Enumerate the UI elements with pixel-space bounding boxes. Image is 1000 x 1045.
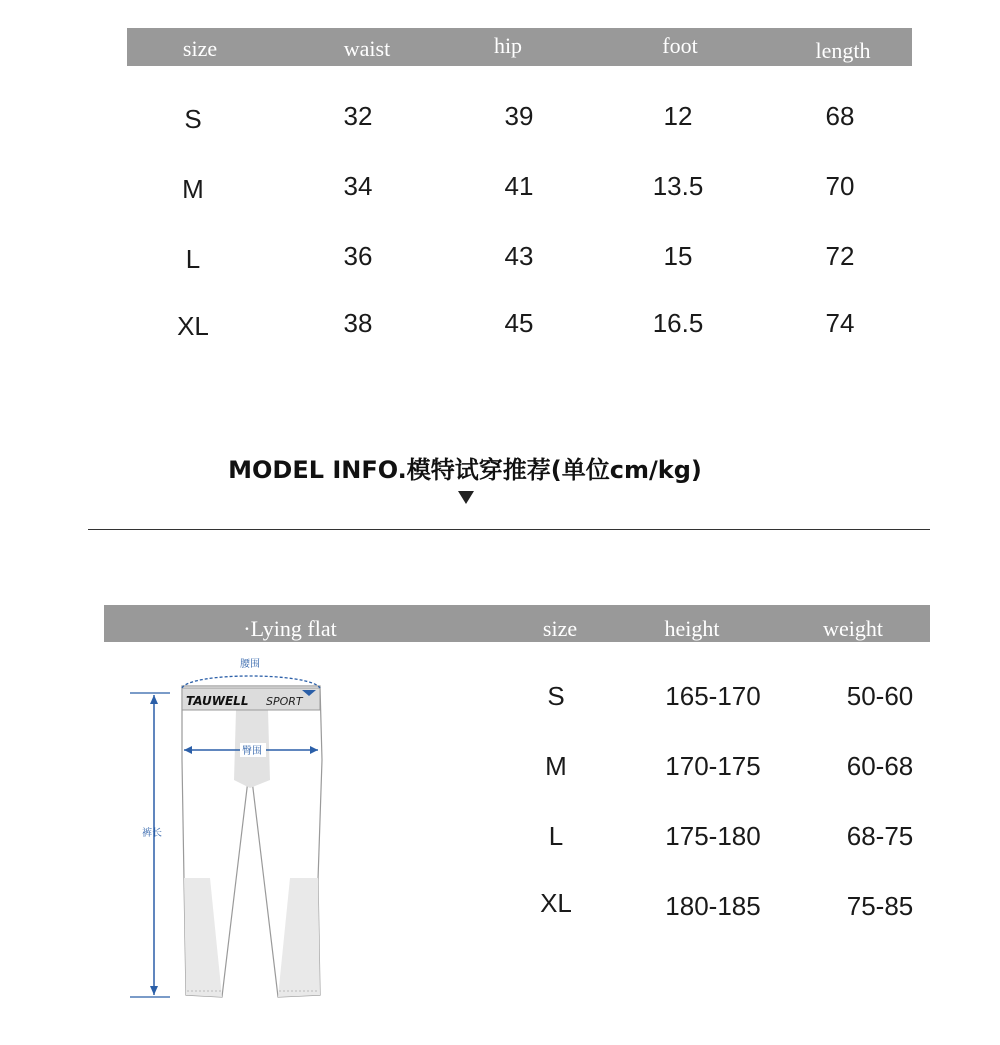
length-arrow-bottom xyxy=(150,986,158,995)
length-arrow-top xyxy=(150,695,158,704)
size-table-header-hip: hip xyxy=(493,33,523,58)
size-table-header-foot: foot xyxy=(662,33,698,58)
model-table-header-size: size xyxy=(542,616,578,641)
size-table-header-length: length xyxy=(815,38,871,63)
down-triangle-icon xyxy=(458,491,474,504)
brand-main-text: TAUWELL xyxy=(186,694,249,708)
brand-sub-text: SPORT xyxy=(266,695,303,708)
model-weight-cell: 60-68 xyxy=(846,751,914,781)
size-cell: M xyxy=(182,174,204,204)
size-cell: L xyxy=(185,244,201,274)
model-size-cell: L xyxy=(548,821,564,851)
length-cell: 70 xyxy=(825,171,855,201)
hip-cell: 43 xyxy=(504,241,534,271)
waist-cell: 36 xyxy=(343,241,373,271)
length-cell: 74 xyxy=(825,308,855,338)
model-size-cell: XL xyxy=(540,888,572,918)
model-height-cell: 170-175 xyxy=(665,751,761,781)
model-weight-cell: 75-85 xyxy=(846,891,914,921)
waist-label: 腰围 xyxy=(240,659,260,670)
hip-cell: 45 xyxy=(504,308,534,338)
size-cell: S xyxy=(184,104,202,134)
model-table-header-height: height xyxy=(664,616,720,641)
model-size-cell: M xyxy=(545,751,567,781)
model-height-cell: 165-170 xyxy=(665,681,761,711)
model-table-header-bar xyxy=(104,605,930,642)
model-size-cell: S xyxy=(547,681,565,711)
model-table-header-weight: weight xyxy=(823,616,883,641)
length-cell: 68 xyxy=(825,101,855,131)
waist-cell: 34 xyxy=(343,171,373,201)
size-cell: XL xyxy=(177,311,209,341)
length-cell: 72 xyxy=(825,241,855,271)
hip-cell: 39 xyxy=(504,101,534,131)
hip-cell: 41 xyxy=(504,171,534,201)
foot-cell: 13.5 xyxy=(652,171,704,201)
section-divider xyxy=(88,529,930,530)
pants-measurement-diagram xyxy=(120,650,335,1010)
model-info-title: MODEL INFO.模特试穿推荐(单位cm/kg) xyxy=(228,456,702,484)
model-weight-cell: 68-75 xyxy=(846,821,914,851)
foot-cell: 16.5 xyxy=(652,308,704,338)
waist-cell: 32 xyxy=(343,101,373,131)
model-height-cell: 180-185 xyxy=(665,891,761,921)
waist-cell: 38 xyxy=(343,308,373,338)
length-label: 裤长 xyxy=(142,828,162,839)
size-table-header-size: size xyxy=(182,36,218,61)
model-height-cell: 175-180 xyxy=(665,821,761,851)
size-table-header-waist: waist xyxy=(343,36,391,61)
foot-cell: 12 xyxy=(663,101,693,131)
lying-flat-label: ·Lying flat xyxy=(243,616,337,641)
model-weight-cell: 50-60 xyxy=(846,681,914,711)
hip-label: 臀围 xyxy=(242,746,262,757)
foot-cell: 15 xyxy=(663,241,693,271)
